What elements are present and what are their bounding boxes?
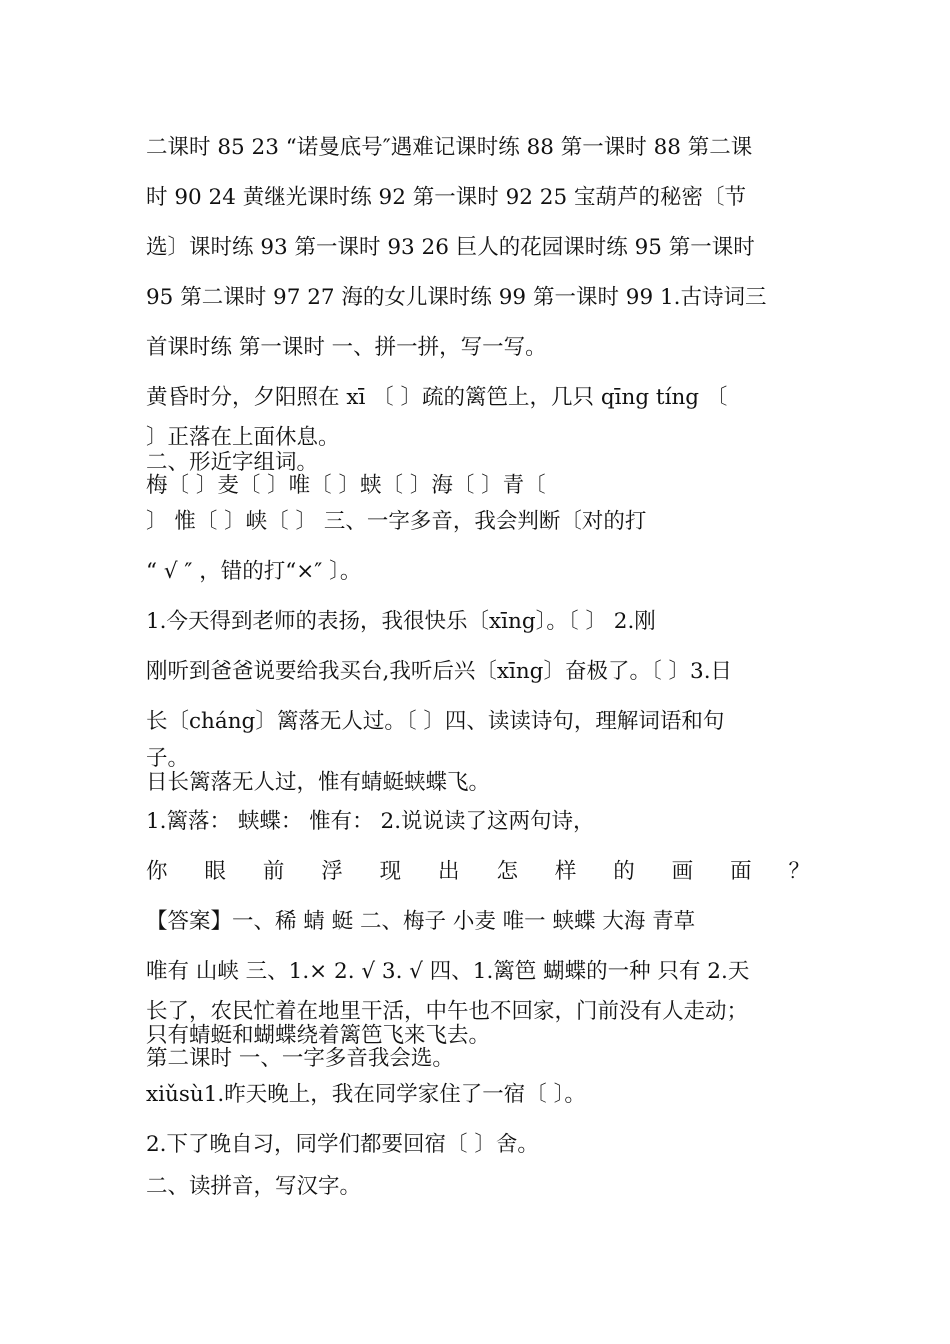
section-heading: 二、读拼音，写汉字。 xyxy=(146,1174,362,1199)
text-line: 唯有 山峡 三、1.× 2. √ 3. √ 四、1.篱笆 蝴蝶的一种 只有 2.天 xyxy=(146,959,750,984)
text-line: 1.今天得到老师的表扬，我很快乐〔xīng〕。〔 〕 2.刚 xyxy=(146,609,656,634)
text-line: 长〔cháng〕篱落无人过。〔 〕四、读读诗句，理解词语和句 xyxy=(146,709,725,734)
text-line: 梅〔 〕麦〔 〕唯〔 〕蛱〔 〕海〔 〕青〔 xyxy=(146,473,546,498)
text-line: 〕 惟〔 〕峡〔 〕 三、一字多音，我会判断〔对的打 xyxy=(146,509,647,534)
text-line: 选〕课时练 93 第一课时 93 26 巨人的花园课时练 95 第一课时 xyxy=(146,235,755,260)
poem-line: 日长篱落无人过，惟有蜻蜓蛱蝶飞。 xyxy=(146,770,491,795)
text-line: 黄昏时分，夕阳照在 xī 〔 〕疏的篱笆上，几只 qīng tíng 〔 xyxy=(146,385,728,410)
text-line: 子。 xyxy=(146,746,190,771)
text-line: 首课时练 第一课时 一、拼一拼，写一写。 xyxy=(146,335,547,360)
text-line: 刚听到爸爸说要给我买台,我听后兴〔xīng〕奋极了。〔 〕3.日 xyxy=(146,659,733,684)
text-line: 〕正落在上面休息。 xyxy=(146,425,340,450)
text-line: xiǔsù1.昨天晚上，我在同学家住了一宿〔 〕。 xyxy=(146,1082,586,1107)
text-line: 1.篱落： 蛱蝶： 惟有： 2.说说读了这两句诗， xyxy=(146,809,595,834)
text-line: 长了，农民忙着在地里干活，中午也不回家，门前没有人走动； xyxy=(146,999,749,1024)
section-heading: 第二课时 一、一字多音我会选。 xyxy=(146,1046,454,1071)
section-heading: 二、形近字组词。 xyxy=(146,450,319,475)
text-line: 你 眼 前 浮 现 出 怎 样 的 画 面 ？ xyxy=(146,859,810,884)
text-line: 95 第二课时 97 27 海的女儿课时练 99 第一课时 99 1.古诗词三 xyxy=(146,285,767,310)
text-line: 2.下了晚自习，同学们都要回宿〔 〕舍。 xyxy=(146,1132,539,1157)
text-line: 时 90 24 黄继光课时练 92 第一课时 92 25 宝葫芦的秘密〔节 xyxy=(146,185,746,210)
text-line: “ √ ″ ，错的打“×″ 〕。 xyxy=(146,559,362,584)
text-line: 二课时 85 23 “诺曼底号″遇难记课时练 88 第一课时 88 第二课 xyxy=(146,135,753,160)
text-line: 只有蜻蜓和蝴蝶绕着篱笆飞来飞去。 xyxy=(146,1023,491,1048)
answer-label: 【答案】一、稀 蜻 蜓 二、梅子 小麦 唯一 蛱蝶 大海 青草 xyxy=(146,909,696,934)
